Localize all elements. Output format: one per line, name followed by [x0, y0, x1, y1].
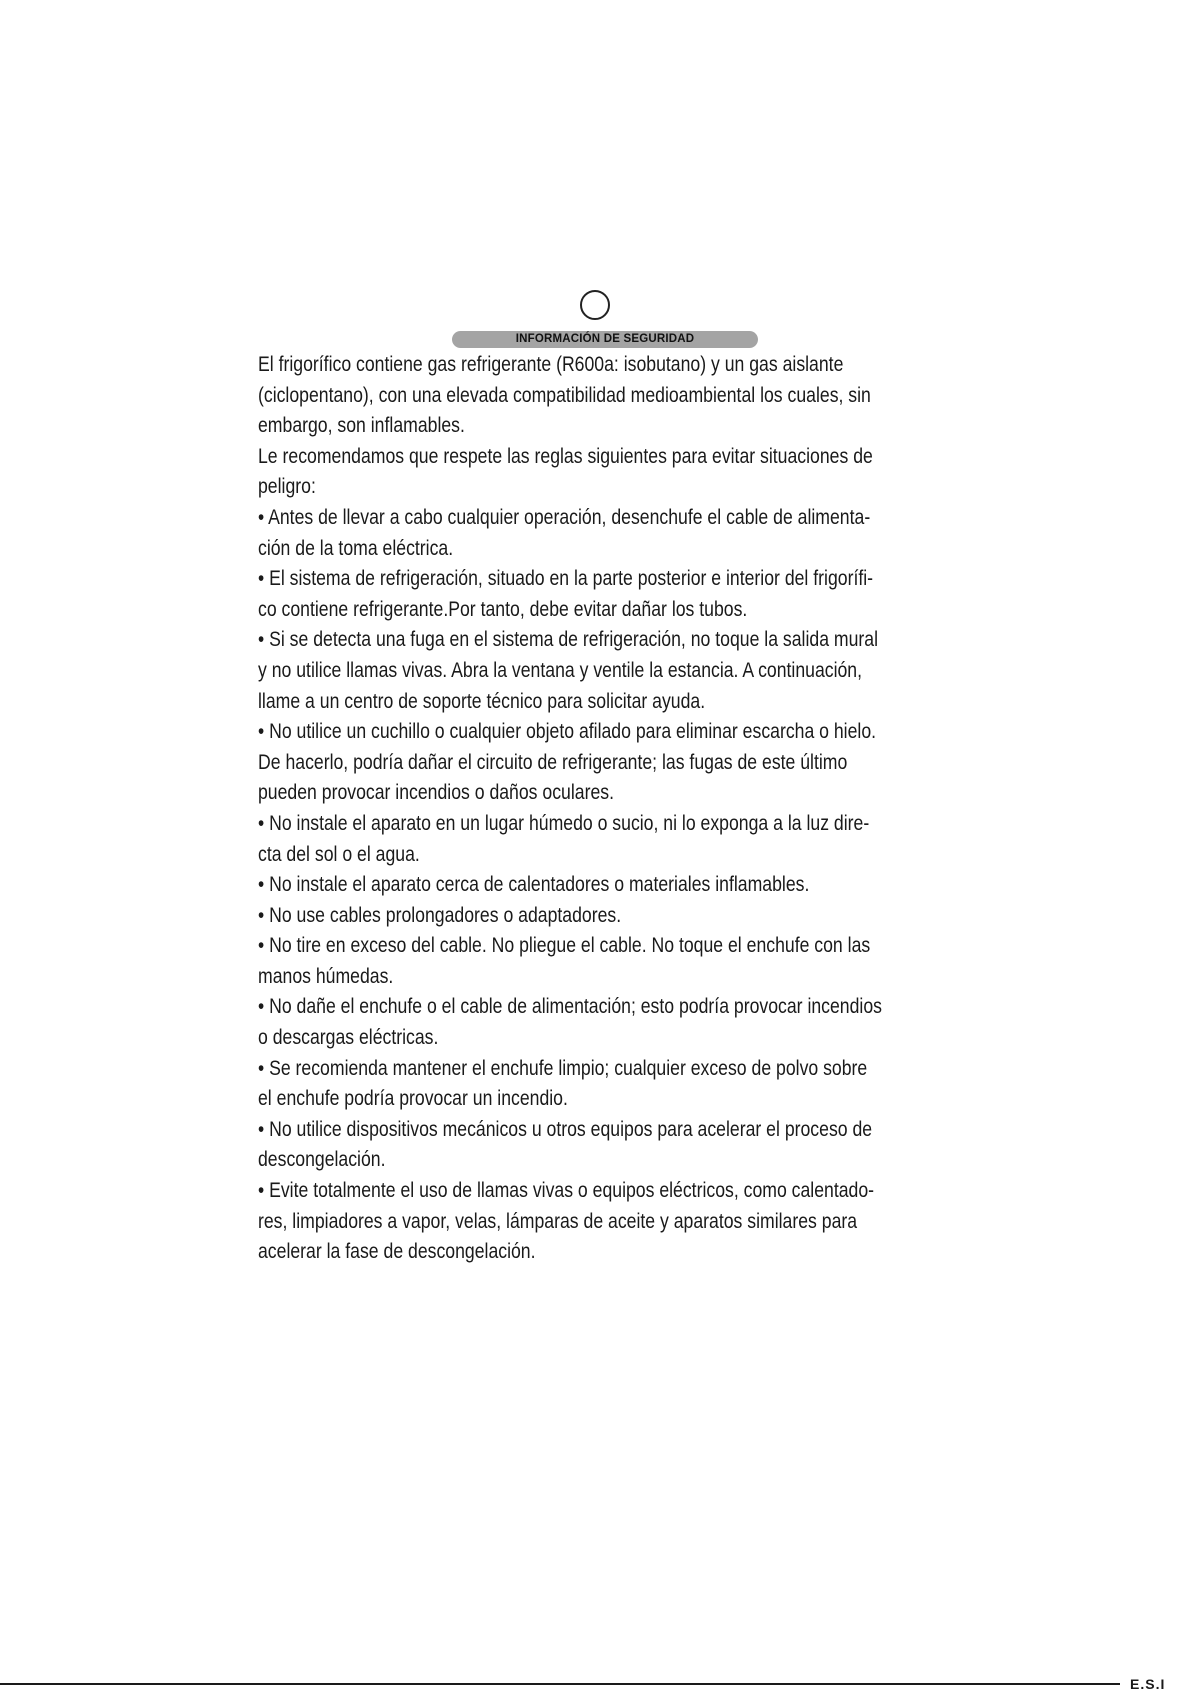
text-line: y no utilice llamas vivas. Abra la ventana y ventile la estancia. A continuación,: [258, 658, 863, 682]
bullet-line: • No use cables prolongadores o adaptadores.: [258, 903, 622, 927]
text-line: (ciclopentano), con una elevada compatibilidad medioambiental los cuales, sin: [258, 383, 871, 407]
text-line: el enchufe podría provocar un incendio.: [258, 1087, 568, 1111]
bullet-line: • No instale el aparato en un lugar húmedo o sucio, ni lo exponga a la luz dire-: [258, 811, 870, 835]
text-line: llame a un centro de soporte técnico para solicitar ayuda.: [258, 689, 706, 713]
text-line: o descargas eléctricas.: [258, 1026, 439, 1050]
text-line: cta del sol o el agua.: [258, 842, 420, 866]
text-line: acelerar la fase de descongelación.: [258, 1240, 536, 1264]
text-line: Le recomendamos que respete las reglas siguientes para evitar situaciones de: [258, 444, 873, 468]
bullet-line: • No dañe el enchufe o el cable de alimentación; esto podría provocar incendios: [258, 995, 882, 1019]
text-line: co contiene refrigerante.Por tanto, debe evitar dañar los tubos.: [258, 597, 748, 621]
section-title: INFORMACIÓN DE SEGURIDAD: [515, 332, 695, 345]
bullet-line: • No utilice dispositivos mecánicos u otros equipos para acelerar el proceso de: [258, 1117, 873, 1141]
text-line: embargo, son inflamables.: [258, 414, 465, 438]
bullet-line: • Antes de llevar a cabo cualquier operación, desenchufe el cable de alimenta-: [258, 505, 871, 529]
text-line: descongelación.: [258, 1148, 386, 1172]
text-line: pueden provocar incendios o daños oculares.: [258, 781, 614, 805]
text-line: De hacerlo, podría dañar el circuito de refrigerante; las fugas de este último: [258, 750, 848, 774]
bullet-line: • No instale el aparato cerca de calentadores o materiales inflamables.: [258, 873, 810, 897]
text-line: manos húmedas.: [258, 964, 394, 988]
bullet-line: • No utilice un cuchillo o cualquier objeto afilado para eliminar escarcha o hielo.: [258, 720, 877, 744]
section-header-banner: [452, 331, 758, 348]
bullet-line: • Evite totalmente el uso de llamas vivas o equipos eléctricos, como calentado-: [258, 1179, 875, 1203]
text-line: ción de la toma eléctrica.: [258, 536, 454, 560]
bullet-line: • Si se detecta una fuga en el sistema de refrigeración, no toque la salida mural: [258, 628, 879, 652]
text-line: El frigorífico contiene gas refrigerante (R600a: isobutano) y un gas aislante: [258, 353, 844, 376]
circle-icon: [580, 290, 610, 320]
corner-mark: E.S.I: [1130, 1676, 1166, 1692]
text-line: peligro:: [258, 475, 316, 499]
safety-text-body: [258, 350, 882, 1268]
text-line: res, limpiadores a vapor, velas, lámparas de aceite y aparatos similares para: [258, 1209, 858, 1233]
bullet-line: • El sistema de refrigeración, situado en la parte posterior e interior del frigorífi-: [258, 567, 874, 591]
bullet-line: • No tire en exceso del cable. No pliegue el cable. No toque el enchufe con las: [258, 934, 871, 958]
bullet-line: • Se recomienda mantener el enchufe limpio; cualquier exceso de polvo sobre: [258, 1056, 868, 1080]
